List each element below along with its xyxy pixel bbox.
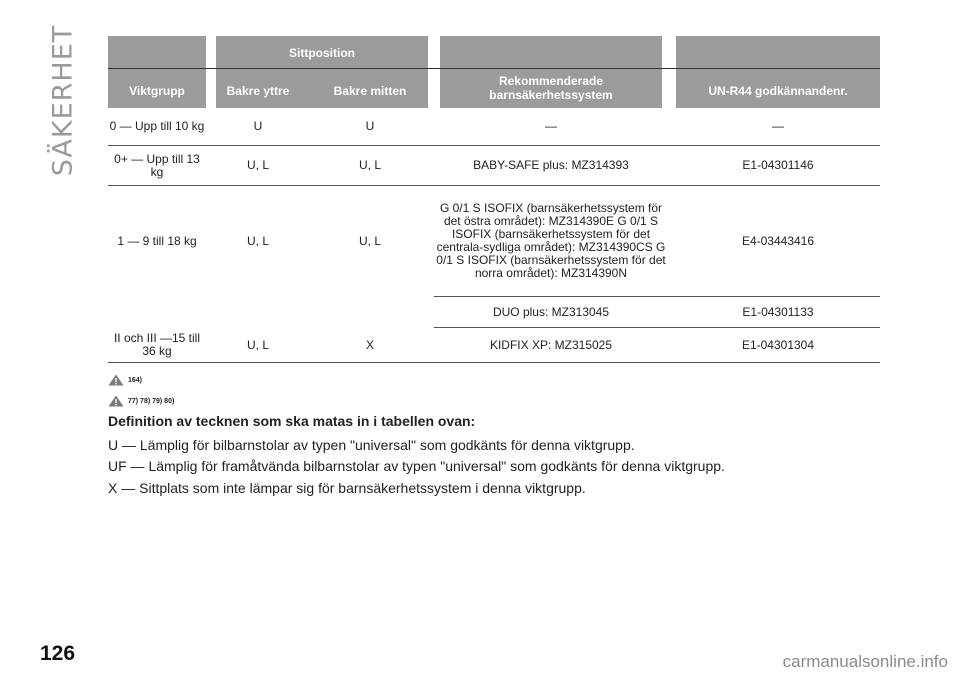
cell-weight: 1 — 9 till 18 kg: [117, 233, 197, 248]
cell-system: BABY-SAFE plus: MZ314393: [473, 158, 629, 172]
header-bakre-yttre: Bakre yttre: [226, 84, 290, 98]
header-divider: [108, 68, 880, 69]
warning-ref-text: 77) 78) 79) 80): [128, 397, 175, 405]
cell-middle: U, L: [358, 158, 381, 172]
child-seat-table: [108, 36, 880, 363]
cell-approval: E1-04301304: [741, 337, 815, 352]
warning-ref-text: 164): [128, 376, 143, 384]
section-side-tab: [38, 24, 88, 176]
cell-system: —: [545, 119, 557, 133]
warning-ref-1: [108, 374, 142, 386]
definition-u: U — Lämplig för bilbarnstolar av typen "universal" som godkänts för denna viktgrupp.: [108, 437, 635, 453]
header-sittposition: Sittposition: [289, 46, 355, 60]
cell-outer: U: [253, 119, 263, 133]
cell-weight: 0 — Upp till 10 kg: [109, 119, 205, 133]
definition-uf: UF — Lämplig för framåtvända bilbarnstolar av typen "universal" som godkänts för denna viktgrupp.: [108, 458, 725, 474]
table-row: [108, 108, 880, 146]
header-viktgrupp: Viktgrupp: [129, 84, 185, 98]
table-row: [108, 186, 880, 363]
table-header: [108, 36, 880, 108]
definitions-heading: Definition av tecknen som ska matas in i tabellen ovan:: [108, 413, 476, 429]
cell-approval: —: [772, 119, 784, 133]
cell-outer: U, L: [246, 158, 269, 172]
cell-approval: E4-03443416: [741, 233, 815, 248]
section-title: SÄKERHET: [47, 24, 79, 176]
watermark: carmanualsonline.info: [782, 652, 948, 671]
header-approval: UN-R44 godkännandenr.: [708, 84, 848, 98]
cell-middle: U, L: [358, 233, 381, 248]
cell-middle: X: [365, 337, 374, 352]
page-number: 126: [40, 642, 76, 665]
warning-ref-2: [108, 395, 174, 407]
table-row: [108, 146, 880, 186]
cell-system: DUO plus: MZ313045: [492, 304, 610, 319]
cell-outer: U, L: [246, 337, 269, 352]
warning-triangle-icon: [108, 395, 124, 407]
cell-system: KIDFIX XP: MZ315025: [489, 337, 613, 352]
cell-outer: U, L: [246, 233, 269, 248]
header-rekommenderade: Rekommenderade barnsäkerhetssystem: [489, 74, 613, 102]
cell-middle: U: [365, 119, 375, 133]
header-bakre-mitten: Bakre mitten: [333, 84, 407, 98]
cell-weight: II och III —15 till 36 kg: [113, 331, 201, 358]
cell-weight: 0+ — Upp till 13 kg: [114, 151, 200, 179]
cell-approval: E1-04301146: [742, 158, 814, 172]
warning-triangle-icon: [108, 374, 124, 386]
definition-x: X — Sittplats som inte lämpar sig för barnsäkerhetssystem i denna viktgrupp.: [108, 480, 586, 496]
cell-approval: E1-04301133: [742, 304, 814, 319]
cell-system: G 0/1 S ISOFIX (barnsäkerhetssystem för det östra området): MZ314390E G 0/1 S ISOFIX (barnsäkerhetssystem för det centrala-sydliga området): MZ314390CS G 0/1 S ISOFIX (barnsäkerhetssystem för det norra området): MZ314390N: [436, 201, 666, 280]
